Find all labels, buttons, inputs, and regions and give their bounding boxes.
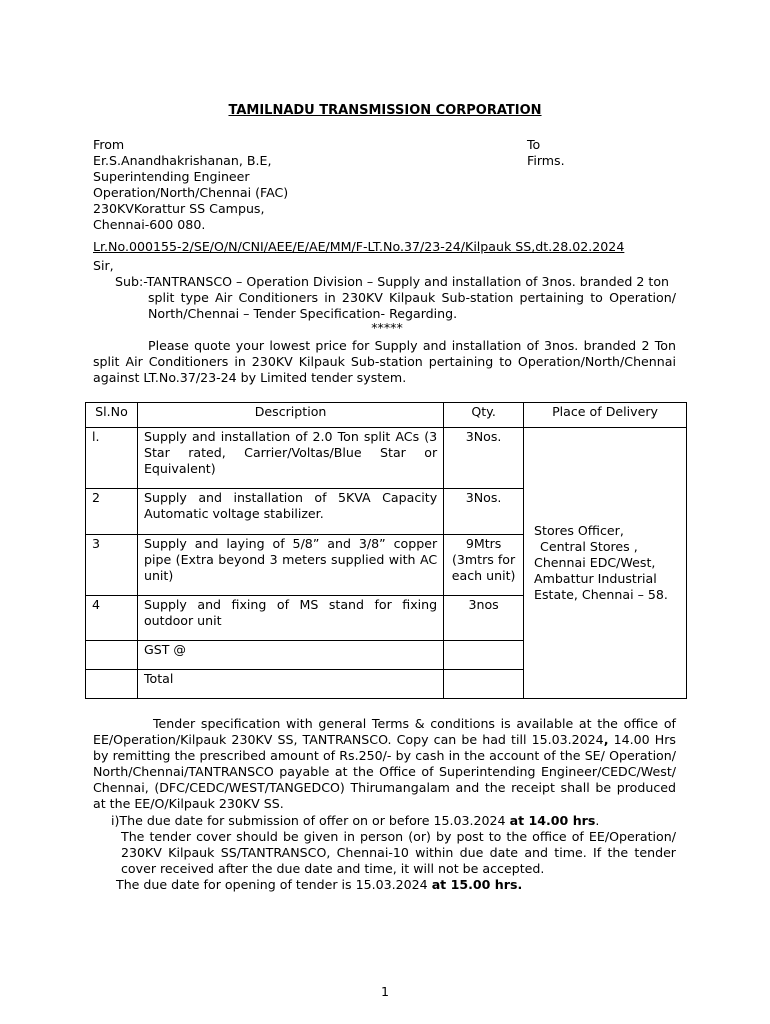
- intro-text: Please quote your lowest price for Supply and installation of 3nos. branded 2 Ton split Air Conditioners in 230KV Kilpauk Sub-station pertaining to Operation/North/Chennai against LT.No.37/23-24 by Limited tender system.: [93, 338, 676, 385]
- separator-text: *****: [371, 320, 403, 335]
- terms-bold-comma: ,: [603, 732, 609, 747]
- cell-qty: 3Nos.: [444, 489, 524, 535]
- cell-description: Supply and installation of 2.0 Ton split ACs (3 Star rated, Carrier/Voltas/Blue Star or Equivalent): [137, 428, 443, 489]
- cell-slno: l.: [86, 428, 138, 489]
- subject-rest: split type Air Conditioners in 230KV Kilpauk Sub-station pertaining to Operation/ North/Chennai – Tender Specification- Regarding.: [148, 290, 676, 321]
- terms-text-1: Tender specification with general Terms & conditions is available at the office of EE/Operation/Kilpauk 230KV SS, TANTRANSCO. Copy can be had till 15.03.2024: [93, 716, 676, 747]
- intro-paragraph: [93, 338, 676, 386]
- cell-slno: 2: [86, 489, 138, 535]
- document-title: TAMILNADU TRANSMISSION CORPORATION: [228, 103, 542, 118]
- due-submission-text: i)The due date for submission of offer on or before 15.03.2024: [111, 813, 510, 828]
- due-opening: [116, 877, 699, 893]
- header-delivery: Place of Delivery: [524, 403, 687, 428]
- terms-text-2: 14.00 Hrs by remitting the prescribed amount of Rs.250/- by cash in the account of the SE/ Operation/ North/Chennai/TANTRANSCO payable at the Office of Superintending Engineer/CEDC/West/ Chennai, (DFC/CEDC/WEST/TANGEDCO) Thirumangalam and the receipt shall be produced at the EE/O/Kilpauk 230KV SS.: [93, 732, 676, 811]
- from-label: From: [93, 137, 125, 152]
- header-qty: Qty.: [444, 403, 524, 428]
- cell-qty: 3Nos.: [444, 428, 524, 489]
- delivery-line: Ambattur Industrial: [534, 571, 657, 586]
- separator: [0, 320, 770, 336]
- from-line: Superintending Engineer: [93, 169, 250, 184]
- cell-slno: [86, 670, 138, 699]
- delivery-line: Chennai EDC/West,: [534, 555, 656, 570]
- from-line: Operation/North/Chennai (FAC): [93, 185, 289, 200]
- to-block: [527, 137, 565, 169]
- cell-description: Supply and installation of 5KVA Capacity Automatic voltage stabilizer.: [137, 489, 443, 535]
- from-line: Chennai-600 080.: [93, 217, 206, 232]
- subject-first-line: Sub:-TANTRANSCO – Operation Division – Supply and installation of 3nos. branded 2 ton: [115, 274, 670, 289]
- to-label: To: [527, 137, 541, 152]
- terms-paragraph: [93, 716, 676, 812]
- header-description: Description: [137, 403, 443, 428]
- due-submission: [93, 813, 676, 829]
- cell-description: Supply and laying of 5/8” and 3/8” copper pipe (Extra beyond 3 meters supplied with AC unit): [137, 535, 443, 596]
- cover-paragraph: The tender cover should be given in person (or) by post to the office of EE/Operation/ 230KV Kilpauk SS/TANTRANSCO, Chennai-10 within due date and time. If the tender cover received after the due date and time, it will not be accepted.: [121, 829, 676, 876]
- page-number: 1: [380, 984, 389, 999]
- delivery-line: Central Stores ,: [540, 539, 638, 554]
- cell-description: GST @: [137, 641, 443, 670]
- due-submission-suffix: .: [595, 813, 600, 828]
- due-opening-time: at 15.00 hrs.: [431, 877, 523, 892]
- delivery-line: Estate, Chennai – 58.: [534, 587, 668, 602]
- due-submission-time: at 14.00 hrs: [509, 813, 596, 828]
- from-line: Er.S.Anandhakrishanan, B.E,: [93, 153, 272, 168]
- table-header-row: [86, 403, 687, 428]
- reference-number: Lr.No.000155-2/SE/O/N/CNI/AEE/E/AE/MM/F-LT.No.37/23-24/Kilpauk SS,dt.28.02.2024: [93, 239, 625, 254]
- tender-table: [85, 402, 687, 699]
- cell-slno: [86, 641, 138, 670]
- to-line: Firms.: [527, 153, 565, 168]
- cell-qty: 9Mtrs (3mtrs for each unit): [444, 535, 524, 596]
- salutation: Sir,: [93, 258, 114, 273]
- from-line: 230KVKorattur SS Campus,: [93, 201, 265, 216]
- cell-qty: [444, 670, 524, 699]
- subject: [93, 274, 676, 322]
- cell-description: Supply and fixing of MS stand for fixing outdoor unit: [137, 596, 443, 641]
- cell-description: Total: [137, 670, 443, 699]
- cell-delivery: [524, 428, 687, 699]
- due-opening-text: The due date for opening of tender is 15.03.2024: [116, 877, 432, 892]
- cell-slno: 4: [86, 596, 138, 641]
- delivery-line: Stores Officer,: [534, 523, 624, 538]
- header-slno: Sl.No: [86, 403, 138, 428]
- from-block: [93, 137, 288, 233]
- cell-slno: 3: [86, 535, 138, 596]
- cell-qty: [444, 641, 524, 670]
- table-row: [86, 428, 687, 489]
- cell-qty: 3nos: [444, 596, 524, 641]
